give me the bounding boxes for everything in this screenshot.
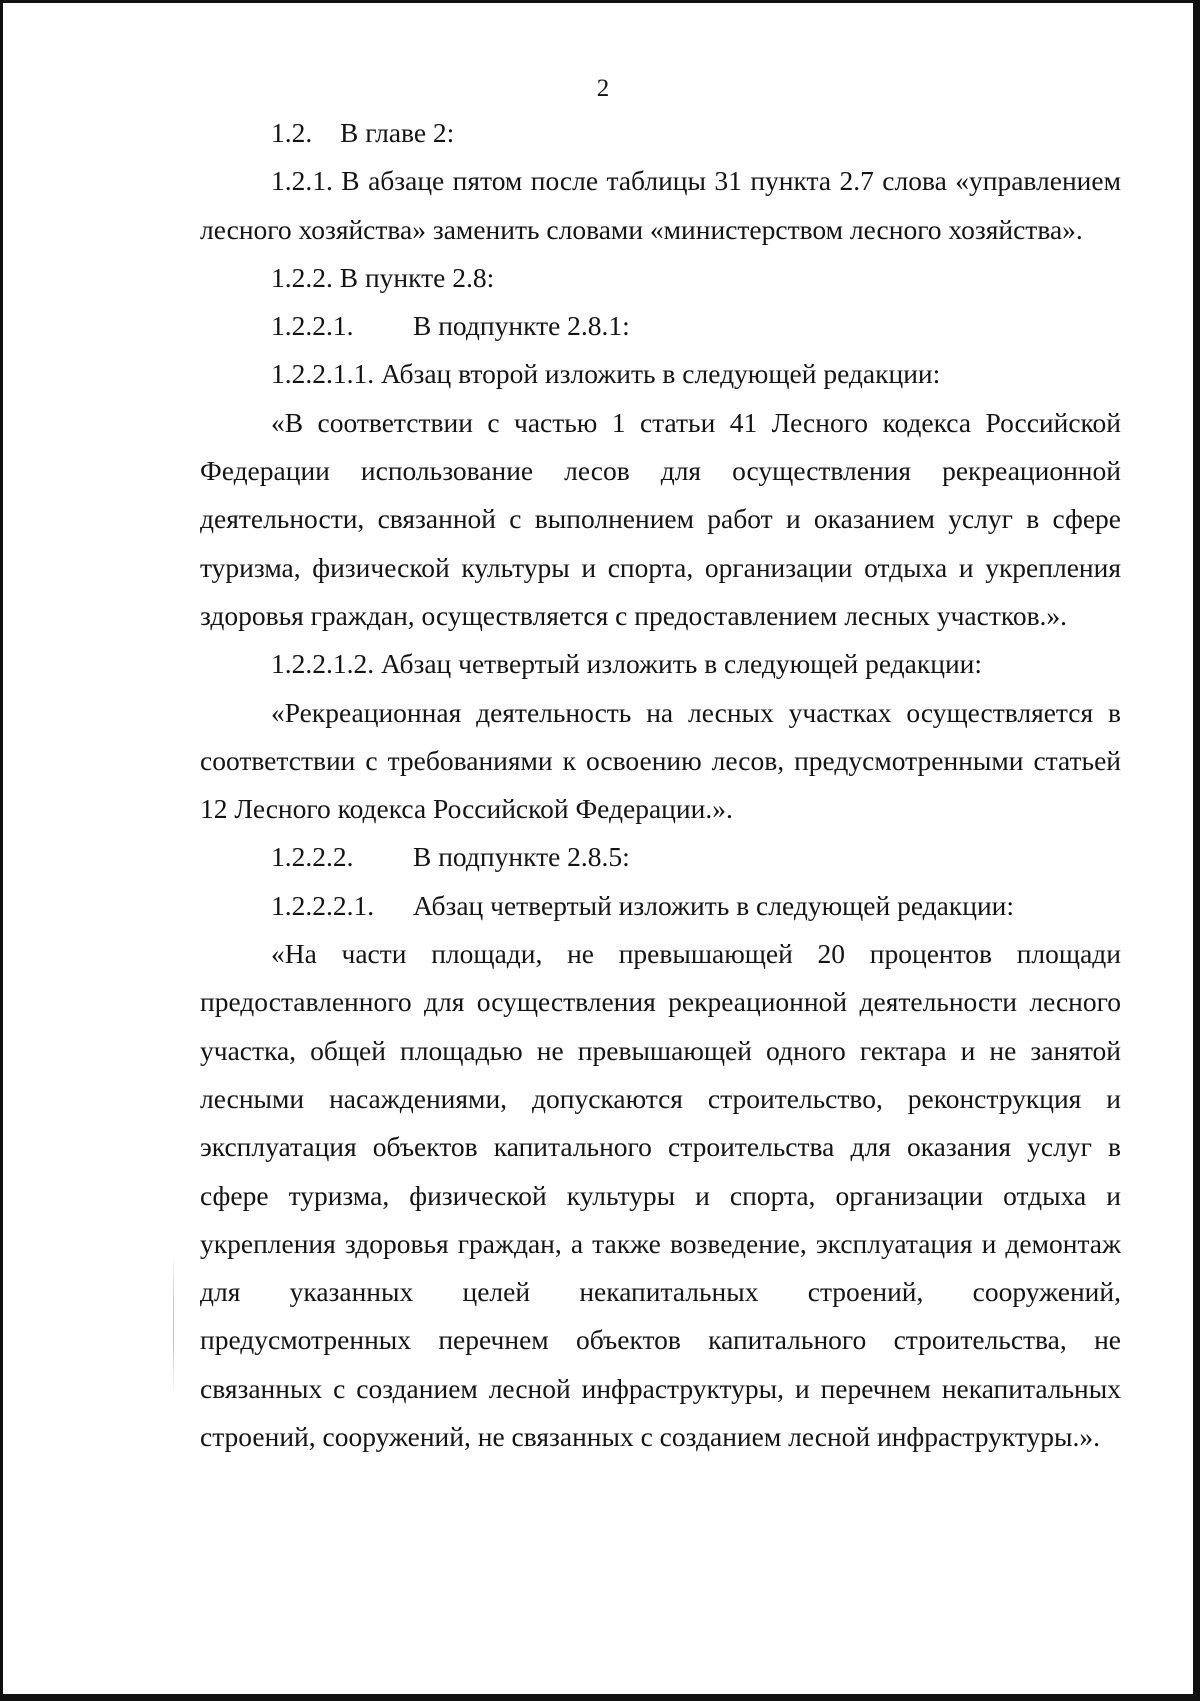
paragraph-text: Абзац четвертый изложить в следующей редакции:: [413, 889, 1015, 921]
paragraph-1-2-2: 1.2.2. В пункте 2.8:: [271, 261, 495, 293]
paragraph-number: 1.2.2.2.: [271, 841, 354, 873]
paragraph-number: 1.2.2.1.: [271, 310, 354, 342]
paragraph-text: В подпункте 2.8.1:: [413, 310, 630, 342]
paragraph-1-2-2-1-2: 1.2.2.1.2. Абзац четвертый изложить в следующей редакции:: [271, 648, 983, 680]
quote-recreational-activity: «Рекреационная деятельность на лесных участках осуществляется в соответствии с требованиями к освоению лесов, предусмотренными статьей 12 Лесного кодекса Российской Федерации.».: [200, 696, 1121, 825]
paragraph-1-2: [200, 109, 1121, 157]
quote-area-limit: «На части площади, не превышающей 20 процентов площади предоставленного для осуществления рекреационной деятельности лесного участка, общей площадью не превышающей одного гектара и не занятой лесными насаждениями, допускаются строительство, реконструкция и эксплуатация объектов капитального строительства для оказания услуг в сфере туризма, физической культуры и спорта, организации отдыха и укрепления здоровья граждан, а также возведение, эксплуатация и демонтаж для указанных целей некапитальных строений, сооружений, предусмотренных перечнем объектов капитального строительства, не связанных с созданием лесной инфраструктуры, и перечнем некапитальных строений, сооружений, не связанных с созданием лесной инфраструктуры.».: [200, 938, 1121, 1453]
paragraph-text: В главе 2:: [340, 117, 455, 148]
quote-recreational-use: «В соответствии с частью 1 статьи 41 Лесного кодекса Российской Федерации использование лесов для осуществления рекреационной деятельности, связанной с выполнением работ и оказанием услуг в сфере туризма, физической культуры и спорта, организации отдыха и укрепления здоровья граждан, осуществляется с предоставлением лесных участков.».: [200, 406, 1121, 631]
paragraph-number: 1.2.2.2.1.: [271, 889, 375, 921]
document-body: [200, 109, 1121, 1461]
scan-artifact: [173, 1255, 174, 1395]
paragraph-1-2-2-2-1: [200, 882, 1121, 930]
paragraph-1-2-2-2: [200, 833, 1121, 881]
paragraph-number: 1.2.: [271, 117, 313, 148]
paragraph-1-2-2-1-1: 1.2.2.1.1. Абзац второй изложить в следующей редакции:: [271, 358, 941, 390]
paragraph-1-2-1: 1.2.1. В абзаце пятом после таблицы 31 пункта 2.7 слова «управлением лесного хозяйства» заменить словами «министерством лесного хозяйства».: [200, 165, 1121, 245]
paragraph-1-2-2-1: [200, 302, 1121, 350]
paragraph-text: В подпункте 2.8.5:: [413, 841, 630, 873]
page-number: 2: [596, 75, 610, 102]
